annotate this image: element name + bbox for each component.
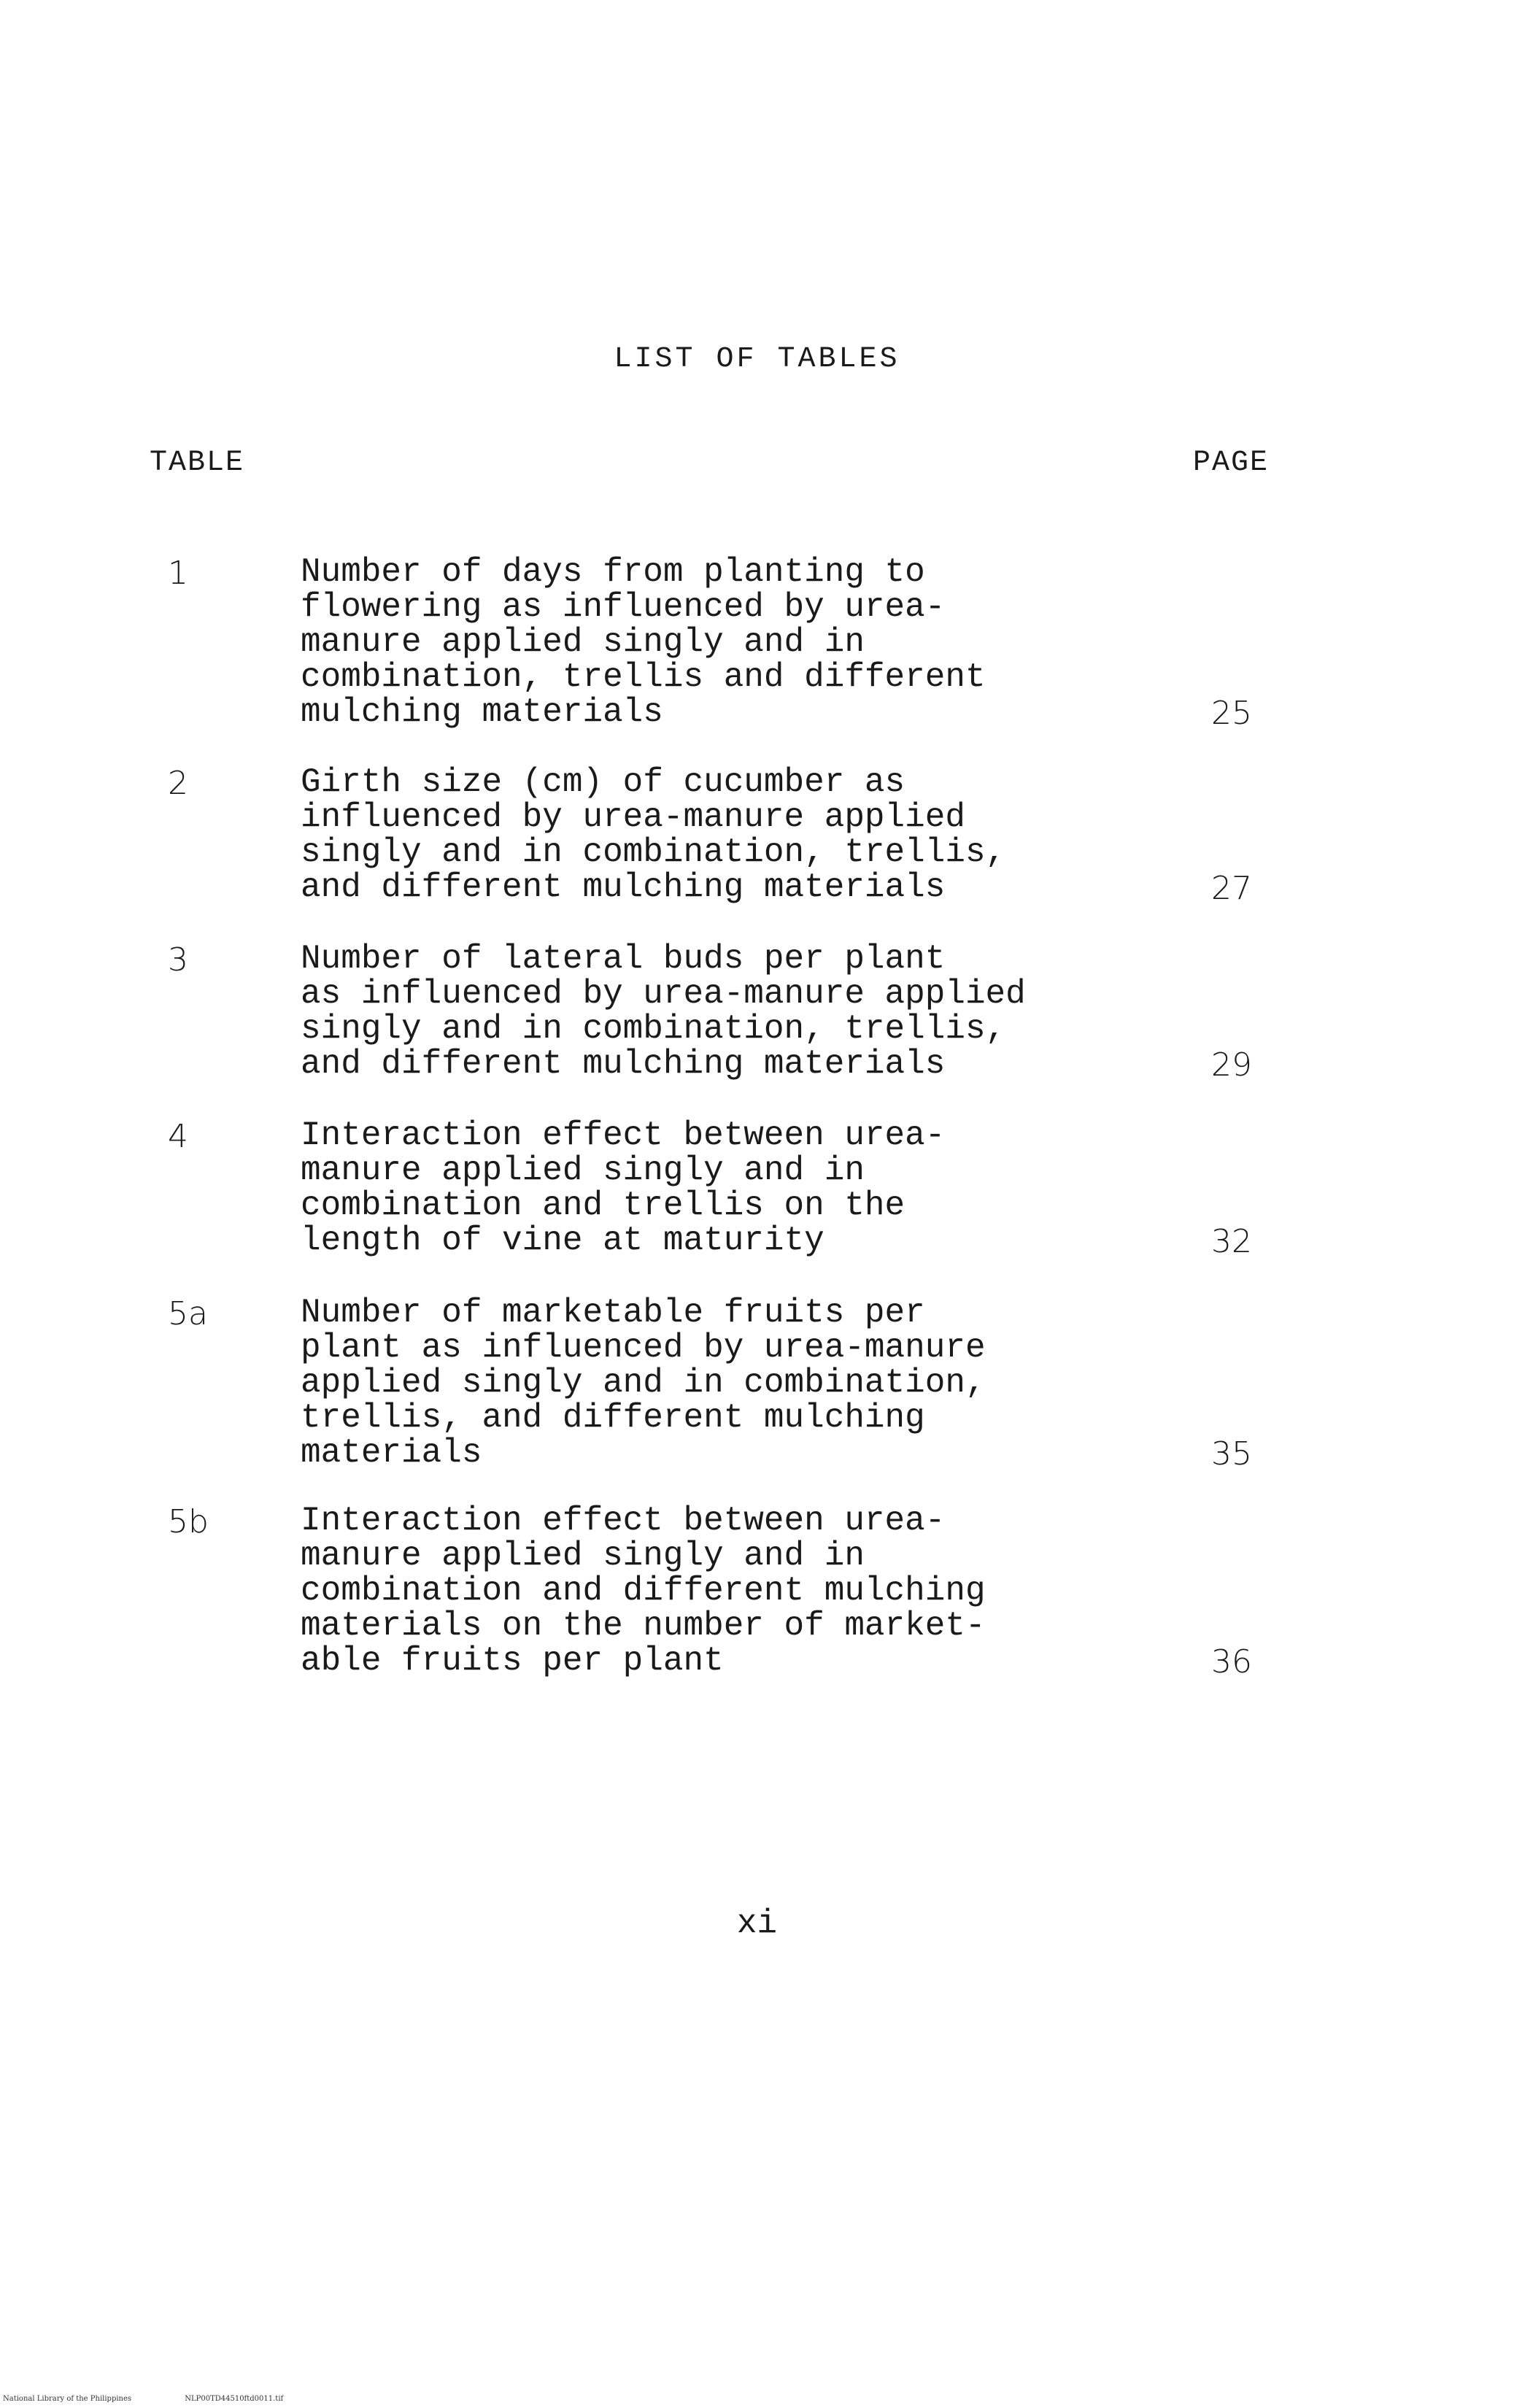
- entry-number: 5b: [168, 1503, 209, 1540]
- entry-description: Number of days from planting to flowering as influenced by urea- manure applied singly and in combination, trellis and different mulching materials: [301, 553, 986, 731]
- entry-number: 4: [168, 1118, 188, 1155]
- entry-number: 5a: [168, 1295, 208, 1332]
- table-column-header: TABLE: [150, 447, 245, 479]
- entry-description: Interaction effect between urea- manure applied singly and in combination and trellis on the length of vine at maturity: [301, 1116, 946, 1259]
- entry-page-number: 27: [1211, 870, 1252, 907]
- entry-page-number: 35: [1211, 1435, 1252, 1473]
- page-title: LIST OF TABLES: [614, 343, 900, 376]
- entry-description: Interaction effect between urea- manure applied singly and in combination and different mulching materials on the number of market- able fruits per plant: [301, 1502, 986, 1680]
- entry-description: Number of marketable fruits per plant as influenced by urea-manure applied singly and in combination, trellis, and different mulching materials: [301, 1294, 986, 1472]
- entry-number: 1: [168, 555, 188, 592]
- entry-number: 3: [168, 941, 188, 979]
- entry-number: 2: [168, 765, 188, 802]
- page-column-header: PAGE: [1193, 447, 1270, 479]
- entry-page-number: 25: [1211, 695, 1252, 732]
- entry-page-number: 36: [1211, 1643, 1252, 1680]
- footer-file: NLP00TD44510ftd0011.tif: [185, 2395, 284, 2403]
- entry-page-number: 32: [1211, 1223, 1252, 1260]
- page-folio: xi: [736, 1905, 778, 1942]
- entry-description: Girth size (cm) of cucumber as influenced by urea-manure applied singly and in combination, trellis, and different mulching materials: [301, 763, 1006, 906]
- entry-page-number: 29: [1211, 1046, 1252, 1084]
- scan-footer: [3, 2395, 334, 2403]
- entry-description: Number of lateral buds per plant as influenced by urea-manure applied singly and in combination, trellis, and different mulching materials: [301, 940, 1026, 1083]
- footer-library: National Library of the Philippines: [3, 2395, 132, 2403]
